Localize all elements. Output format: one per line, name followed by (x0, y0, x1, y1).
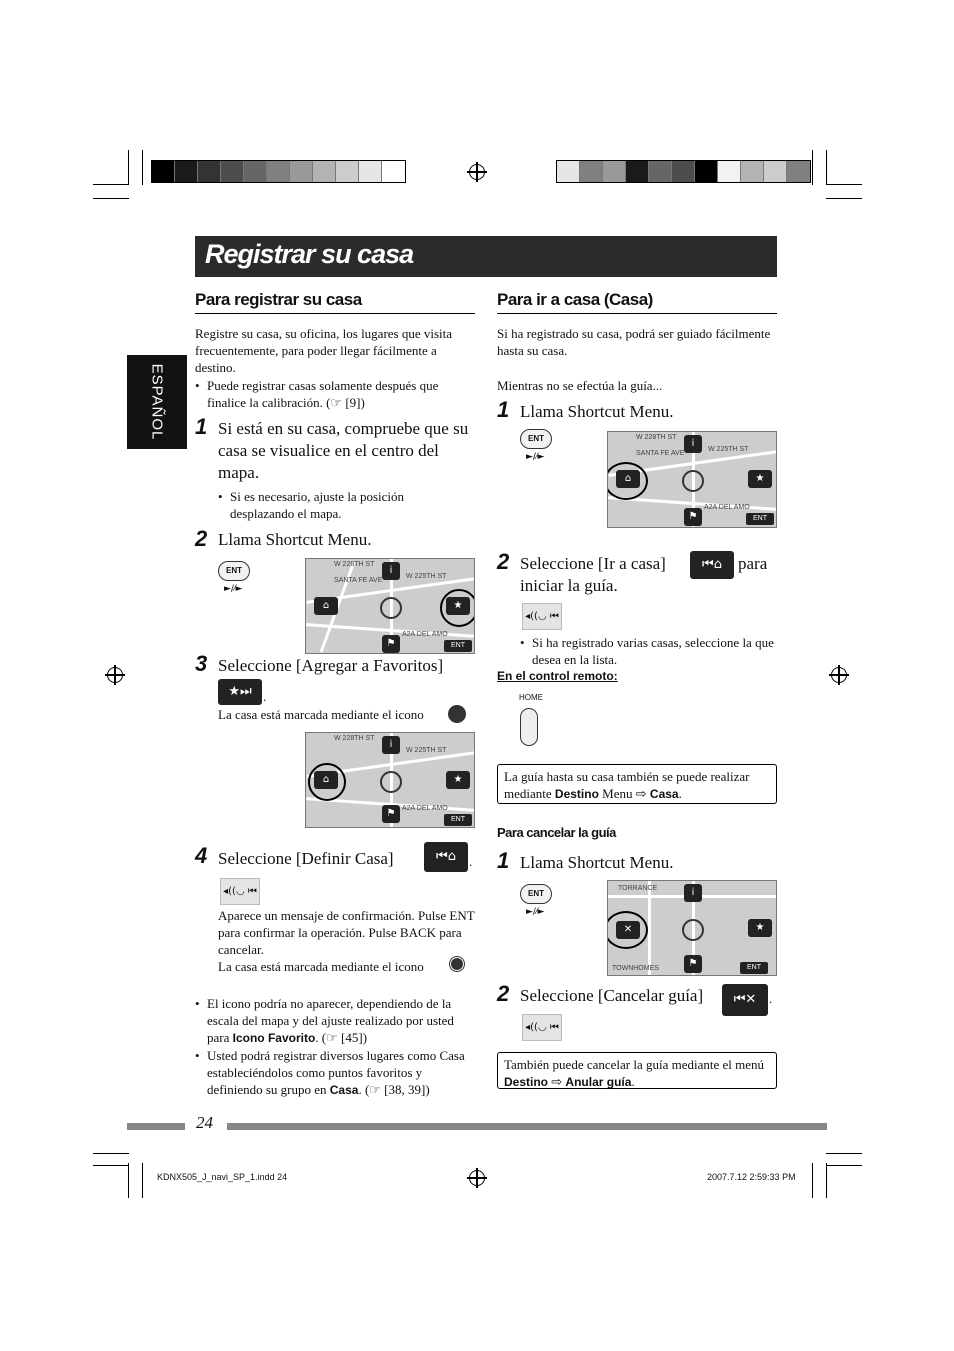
registration-mark-icon (469, 164, 485, 180)
map-ent-button[interactable]: ENT (746, 513, 774, 525)
menu-term: Icono Favorito (232, 1031, 316, 1045)
home-shortcut-icon[interactable]: ⌂ (314, 597, 338, 615)
step-text: Seleccione [Agregar a Favoritos] (218, 656, 444, 675)
crop-mark (128, 150, 129, 185)
menu-term: Destino (504, 1075, 549, 1089)
crop-mark (93, 1153, 129, 1154)
page-number: 24 (196, 1113, 213, 1132)
step-number: 1 (497, 848, 510, 873)
text: El icono podría no aparecer, dependiendo de la escala del mapa y del ajuste realizado por usted para (207, 996, 454, 1045)
dial-control-icon[interactable]: ◂((◡ ⏮ (522, 1014, 562, 1041)
step-text: Si está en su casa, compruebe que su casa se visualice en el centro del mapa. (218, 419, 469, 482)
play-icon: ►/⁄► (526, 907, 545, 917)
step-note: Aparece un mensaje de confirmación. Pulse ENT para confirmar la operación. Pulse BACK para cancelar. (218, 908, 475, 957)
step-text: Seleccione [Ir a casa] (520, 554, 666, 573)
street-label: W 225TH ST (708, 446, 749, 453)
add-favorite-icon: ★⏭ (218, 679, 262, 705)
highlight-circle (607, 911, 648, 949)
favorite-shortcut-icon[interactable]: ★ (748, 470, 772, 488)
ent-button[interactable]: ENT (520, 884, 552, 904)
language-tab-label: ESPAÑOL (148, 363, 166, 441)
crop-mark (93, 184, 129, 185)
map-cursor-icon (682, 919, 704, 941)
favorite-shortcut-icon[interactable]: ★ (748, 919, 772, 937)
map-screen (607, 880, 777, 976)
info-icon[interactable]: i (382, 562, 400, 580)
crop-mark (826, 1163, 827, 1198)
text: La guía hasta su casa también se puede realizar mediante (504, 769, 750, 801)
info-icon[interactable]: i (684, 435, 702, 453)
step-note: La casa está marcada mediante el icono (218, 707, 424, 722)
file-info: KDNX505_J_navi_SP_1.indd 24 (157, 1172, 288, 1182)
step-note: La casa está marcada mediante el icono (218, 959, 424, 974)
street-label: W 228TH ST (334, 561, 375, 568)
step-bullet: • Si es necesario, ajuste la posición desplazando el mapa. (218, 488, 468, 522)
street-label: W 228TH ST (636, 434, 677, 441)
step-text: Seleccione [Cancelar guía] (520, 986, 704, 1005)
text: . (☞ [45]) (315, 1030, 368, 1045)
street-label: SANTA FE AVE (334, 577, 383, 584)
street-label: A2A DEL AMO (402, 805, 448, 812)
crop-mark (142, 150, 143, 185)
color-bar-right (556, 160, 811, 183)
menu-term: Casa (649, 787, 679, 801)
crop-mark (826, 1165, 862, 1166)
language-tab (127, 355, 187, 449)
text: . (631, 1074, 635, 1089)
crop-mark (128, 1163, 129, 1198)
step-text: Seleccione [Definir Casa] (218, 849, 394, 868)
step-number: 1 (195, 414, 208, 439)
street-label: A2A DEL AMO (704, 504, 750, 511)
favorite-shortcut-icon[interactable]: ★ (446, 597, 470, 615)
highlight-circle (308, 763, 346, 801)
step-number: 2 (195, 526, 208, 551)
left-bullet (195, 995, 475, 1047)
guide-icon[interactable]: ⚑ (382, 635, 400, 653)
page-bar-right (227, 1123, 827, 1130)
favorite-marker-icon (448, 705, 466, 723)
dial-control-icon[interactable]: ◂((◡ ⏮ (522, 603, 562, 630)
left-heading-rule (195, 313, 475, 314)
step-number: 2 (497, 549, 510, 574)
menu-term: Anular guía (565, 1075, 632, 1089)
text: Para ir a casa ( (497, 290, 610, 309)
dot: . (263, 689, 267, 704)
page-title-bar (195, 236, 777, 277)
home-button[interactable] (520, 708, 538, 746)
info-box (497, 764, 777, 804)
text: Usted podrá registrar diversos lugares como Casa estableciéndolos como puntos favoritos y definiendo su grupo en (207, 1048, 465, 1097)
left-intro: Registre su casa, su oficina, los lugares que visita frecuentemente, para poder llegar fácilmente a destino. (195, 326, 453, 375)
left-heading: Para registrar su casa (195, 290, 362, 309)
step-text: Llama Shortcut Menu. (520, 853, 674, 872)
right-heading (497, 290, 653, 310)
map-ent-button[interactable]: ENT (444, 640, 472, 652)
remote-label: En el control remoto: (497, 669, 618, 683)
play-icon: ►/⁄► (224, 584, 243, 594)
street-label: W 228TH ST (334, 735, 375, 742)
crop-mark (826, 198, 862, 199)
info-box (497, 1052, 777, 1089)
favorite-shortcut-icon[interactable]: ★ (446, 771, 470, 789)
ent-button[interactable]: ENT (218, 561, 250, 581)
map-ent-button[interactable]: ENT (740, 962, 768, 974)
color-bar-left (151, 160, 406, 183)
crop-mark (826, 1153, 862, 1154)
crop-mark (93, 1165, 129, 1166)
step-bullet: • Si ha registrado varias casas, seleccione la que desea en la lista. (520, 634, 776, 668)
text: . (☞ [38, 39]) (358, 1082, 430, 1097)
registration-mark-icon (831, 667, 847, 683)
crop-mark (142, 1163, 143, 1198)
dial-control-icon[interactable]: ◂((◡ ⏮ (220, 878, 260, 905)
street-label: A2A DEL AMO (402, 631, 448, 638)
step-number: 4 (195, 843, 208, 868)
right-intro2: Mientras no se efectúa la guía... (497, 378, 663, 393)
go-home-icon: ⏮⌂ (690, 551, 734, 579)
crop-mark (826, 150, 827, 185)
registration-mark-icon (469, 1170, 485, 1186)
guide-icon[interactable]: ⚑ (382, 805, 400, 823)
guide-icon[interactable]: ⚑ (684, 955, 702, 973)
ent-button[interactable]: ENT (520, 429, 552, 449)
home-marker-icon (448, 955, 466, 973)
cancel-guide-icon[interactable]: ✕ (616, 921, 640, 939)
right-intro: Si ha registrado su casa, podrá ser guiado fácilmente hasta su casa. (497, 326, 771, 358)
street-label: TORRANCE (618, 885, 658, 892)
step-number: 3 (195, 651, 208, 676)
set-home-icon: ⏮⌂ (424, 842, 468, 872)
menu-term: Casa (609, 290, 648, 309)
step-number: 1 (497, 397, 510, 422)
step-text: Llama Shortcut Menu. (520, 402, 674, 421)
menu-term: Casa (329, 1083, 359, 1097)
street-label: SANTA FE AVE (636, 450, 685, 457)
text: ) (647, 290, 653, 309)
page-bar-left (127, 1123, 185, 1130)
cancel-heading: Para cancelar la guía (497, 825, 616, 840)
play-icon: ►/⁄► (526, 452, 545, 462)
home-shortcut-icon[interactable]: ⌂ (314, 771, 338, 789)
left-intro-bullet: • Puede registrar casas solamente después que finalice la calibración. (☞ [9]) (195, 377, 475, 411)
crop-mark (93, 198, 129, 199)
map-screen (607, 431, 777, 528)
map-screen (305, 732, 475, 828)
text: ⇨ (548, 1074, 566, 1089)
street-label: TOWNHOMES (612, 965, 659, 972)
menu-term: Destino (554, 787, 599, 801)
dot: . (469, 854, 473, 869)
home-shortcut-icon[interactable]: ⌂ (616, 470, 640, 488)
text: . (678, 786, 682, 801)
right-heading-rule (497, 313, 777, 314)
print-date: 2007.7.12 2:59:33 PM (707, 1172, 796, 1182)
cancel-guide-icon: ⏮✕ (722, 984, 768, 1016)
page-title: Registrar su casa (205, 239, 414, 269)
highlight-circle (440, 589, 475, 627)
home-label: HOME (519, 693, 543, 702)
map-cursor-icon (380, 597, 402, 619)
guide-icon[interactable]: ⚑ (684, 508, 702, 526)
step-text: para iniciar la guía. (520, 554, 768, 595)
crop-mark (826, 184, 862, 185)
street-label: W 225TH ST (406, 747, 447, 754)
info-icon[interactable]: i (382, 736, 400, 754)
crop-mark (812, 150, 813, 185)
step-text: Llama Shortcut Menu. (218, 530, 372, 549)
registration-mark-icon (107, 667, 123, 683)
highlight-circle (607, 462, 648, 500)
text: Menu ⇨ (598, 786, 650, 801)
map-ent-button[interactable]: ENT (444, 814, 472, 826)
map-cursor-icon (380, 771, 402, 793)
crop-mark (812, 1163, 813, 1198)
left-bullet (195, 1047, 475, 1099)
map-screen (305, 558, 475, 654)
info-icon[interactable]: i (684, 884, 702, 902)
text: También puede cancelar la guía mediante el menú (504, 1057, 765, 1072)
map-cursor-icon (682, 470, 704, 492)
street-label: W 225TH ST (406, 573, 447, 580)
step-number: 2 (497, 981, 510, 1006)
dot: . (769, 991, 773, 1006)
